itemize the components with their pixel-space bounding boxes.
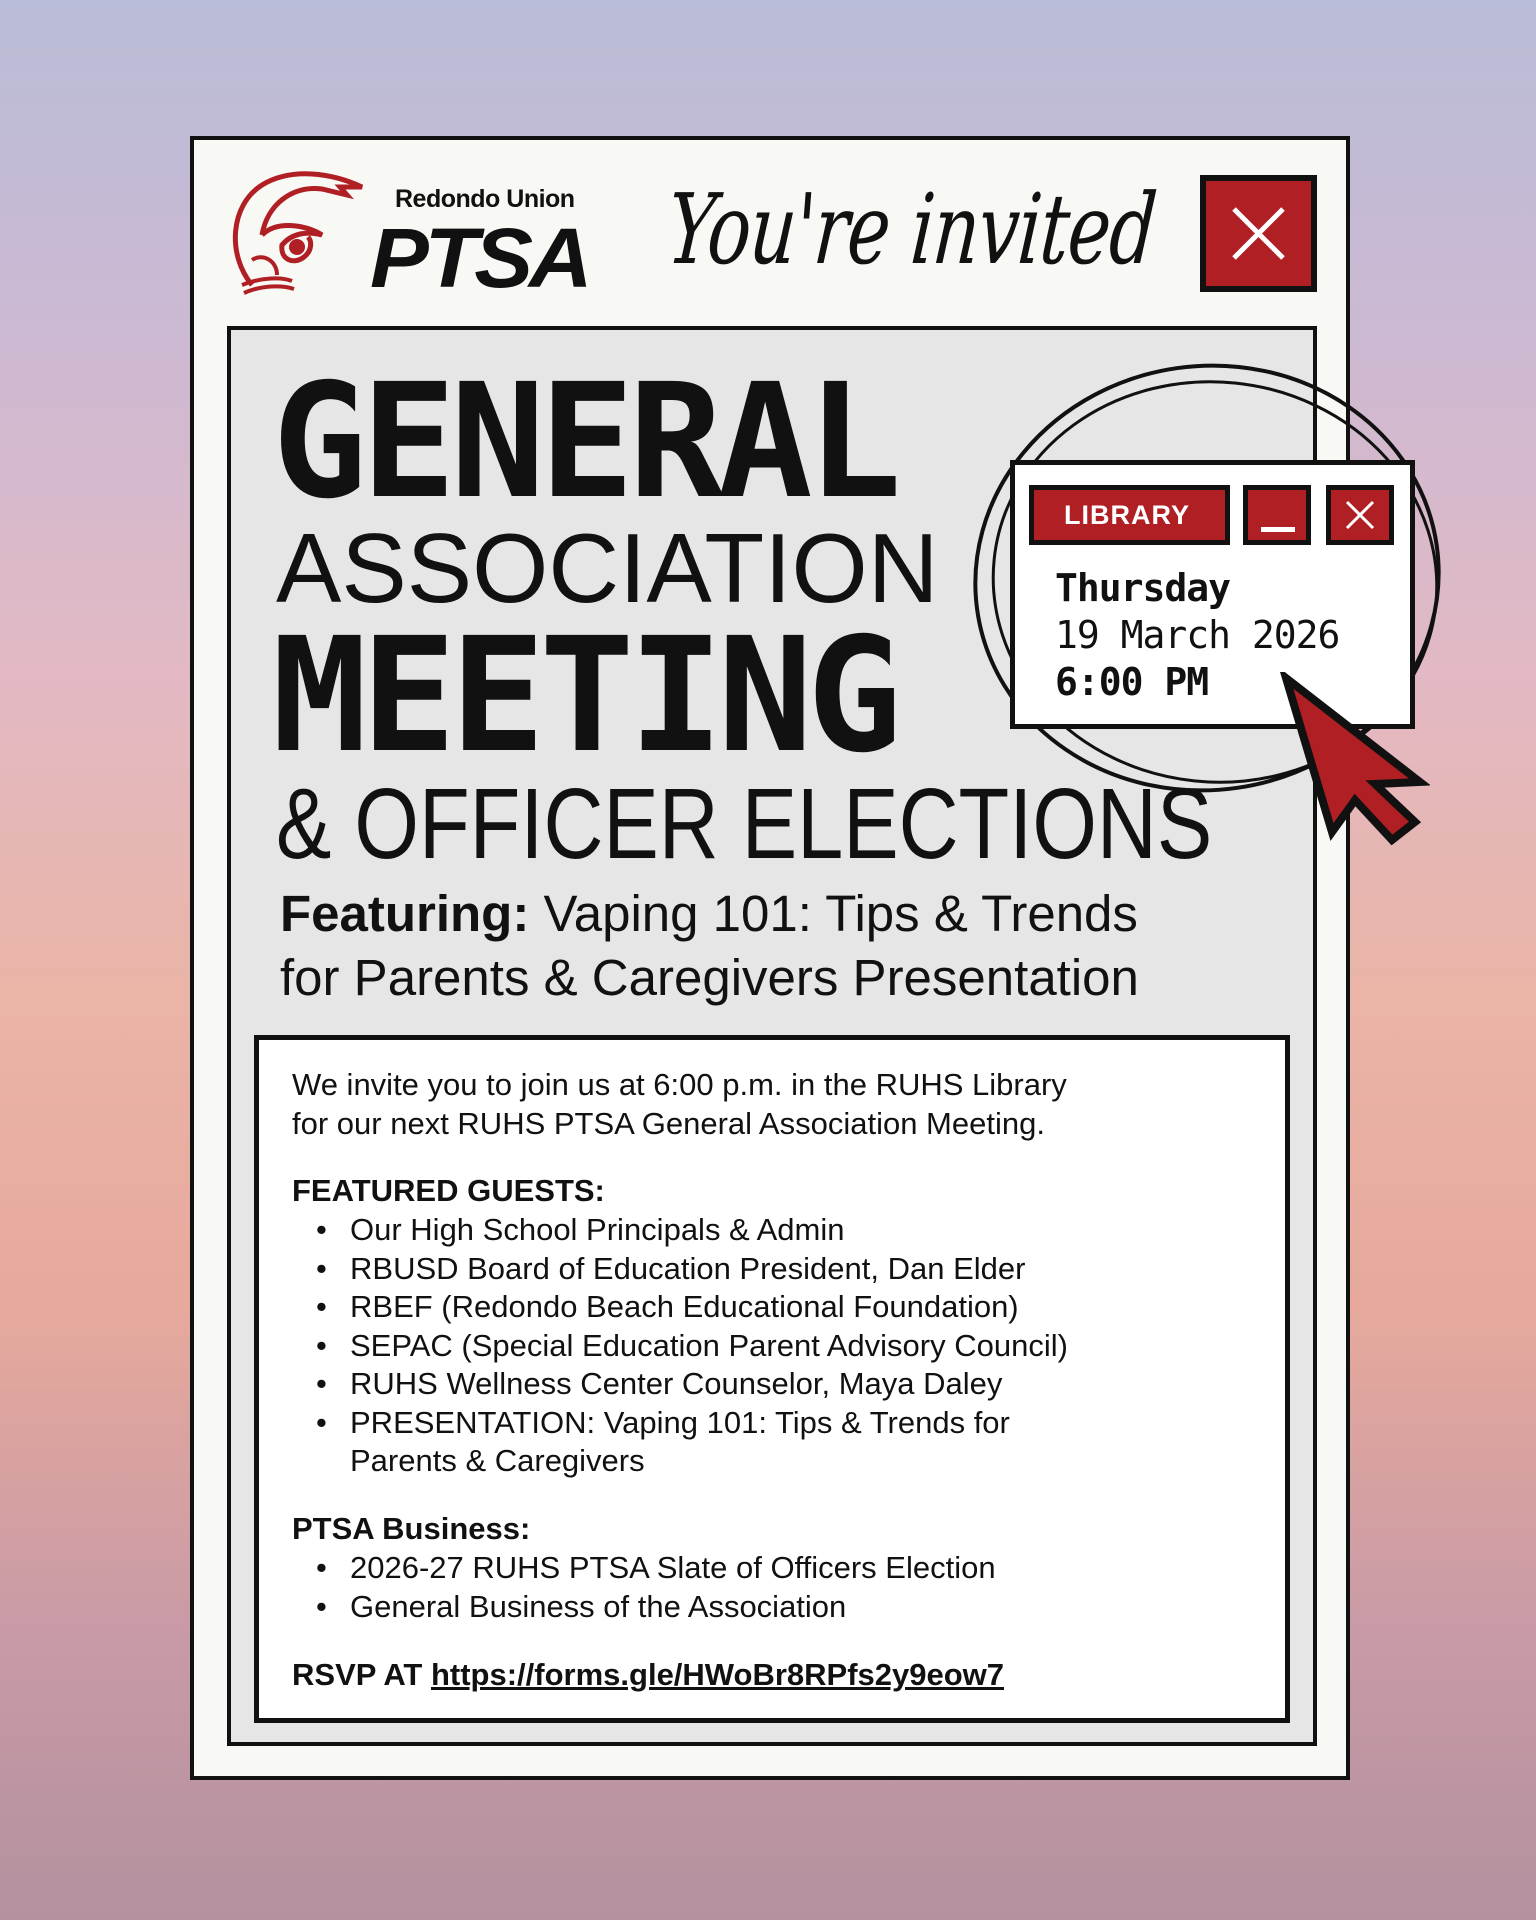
pixel-cursor-icon	[1280, 672, 1430, 847]
logo-ptsa: PTSA	[370, 211, 589, 305]
eagle-logo-icon	[222, 165, 372, 300]
featuring-label: Featuring:	[280, 885, 530, 942]
popup-close-button[interactable]	[1326, 485, 1394, 545]
close-icon	[1206, 181, 1311, 286]
intro-line1: We invite you to join us at 6:00 p.m. in the RUHS Library	[292, 1067, 1067, 1102]
rsvp-label: RSVP AT	[292, 1657, 423, 1692]
guests-heading: FEATURED GUESTS:	[292, 1173, 605, 1208]
minimize-icon	[1261, 527, 1295, 532]
close-button[interactable]	[1200, 175, 1317, 292]
business-heading: PTSA Business:	[292, 1511, 531, 1546]
location-tab[interactable]: LIBRARY	[1029, 485, 1230, 545]
headline-association: ASSOCIATION	[276, 513, 939, 623]
intro-line2: for our next RUHS PTSA General Association Meeting.	[292, 1106, 1045, 1141]
rsvp-link[interactable]: https://forms.gle/HWoBr8RPfs2y9eow7	[430, 1657, 1005, 1692]
rsvp-line	[292, 1656, 1004, 1694]
headline-general: GENERAL	[272, 350, 896, 534]
logo-school-name: Redondo Union	[395, 185, 575, 213]
featuring-line2: for Parents & Caregivers Presentation	[280, 949, 1139, 1006]
featuring-line1: Vaping 101: Tips & Trends	[543, 885, 1138, 942]
close-icon	[1331, 490, 1389, 540]
script-title: You're invited	[663, 172, 1160, 286]
minimize-button[interactable]	[1243, 485, 1311, 545]
event-time: 6:00 PM	[1055, 660, 1209, 704]
event-day: Thursday	[1055, 566, 1231, 610]
event-date: 19 March 2026	[1055, 613, 1340, 657]
headline-meeting: MEETING	[272, 604, 896, 788]
featuring-text	[280, 882, 1280, 1010]
headline-elections: & OFFICER ELECTIONS	[276, 768, 1213, 880]
